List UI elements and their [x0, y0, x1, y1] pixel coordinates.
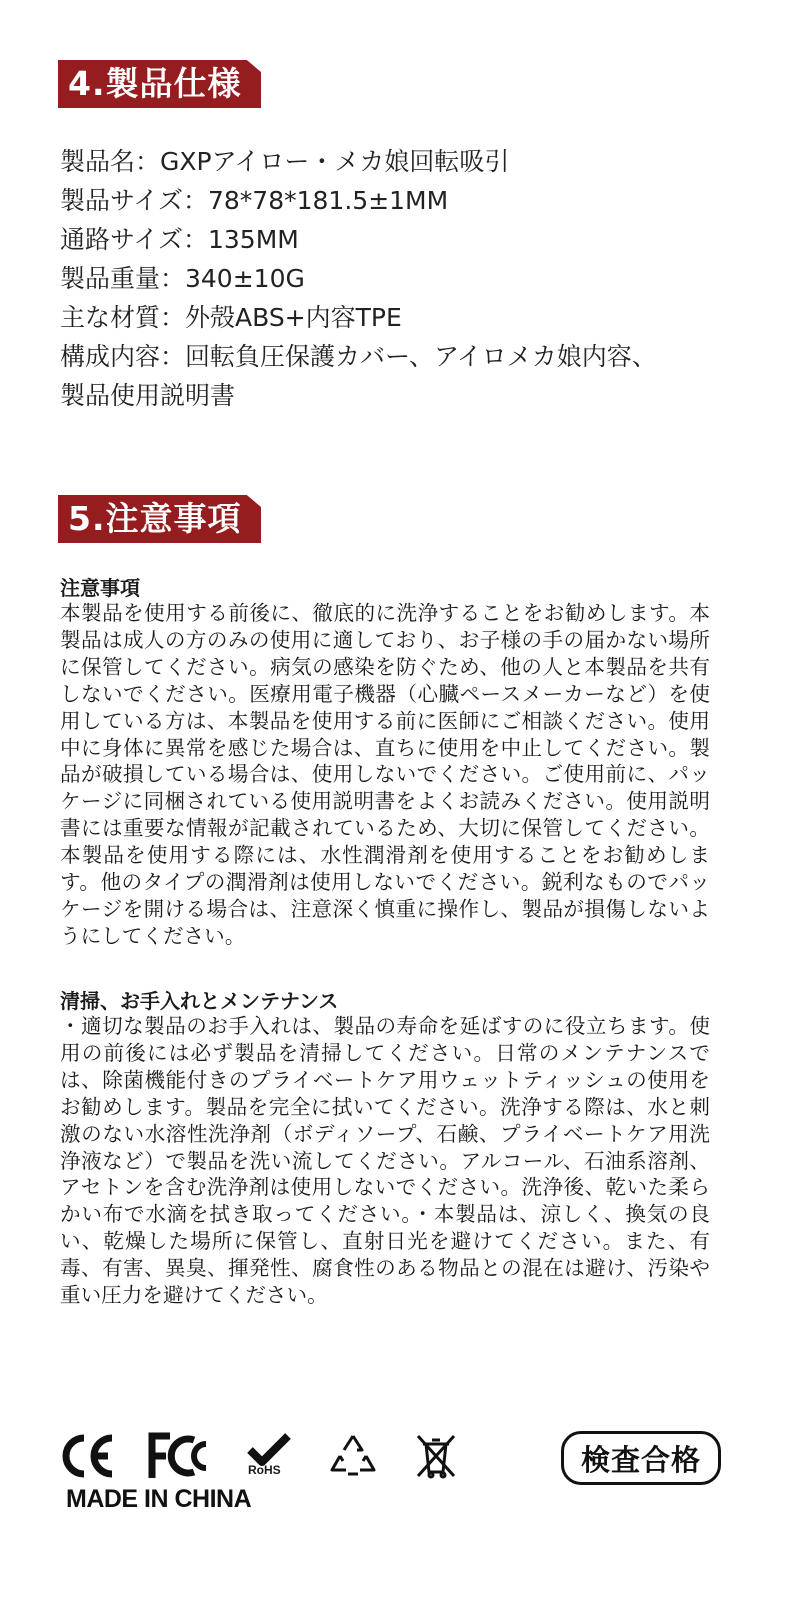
spec-material: 主な材質：外殻ABS+内容TPE	[60, 303, 402, 332]
caution-title: 注意事項	[60, 576, 140, 600]
spec-channel-size: 通路サイズ：135MM	[60, 225, 299, 254]
caution-body: 本製品を使用する前後に、徹底的に洗浄することをお勧めします。本製品は成人の方のみの使用に適しており、お子様の手の届かない場所に保管してください。病気の感染を防ぐため、他の人と本製品を共有しないでください。医療用電子機器（心臓ペースメーカーなど）を使用している方は、本製品を使用する前に医師にご相談ください。使用中に身体に異常を感じた場合は、直ちに使用を中止してください。製品が破損している場合は、使用しないでください。ご使用前に、パッケージに同梱されている使用説明書をよくお読みください。使用説明書には重要な情報が記載されているため、大切に保管してください。本製品を使用する際には、水性潤滑剤を使用することをお勧めします。他のタイプの潤滑剤は使用しないでください。鋭利なものでパッケージを開ける場合は、注意深く慎重に操作し、製品が損傷しないようにしてください。	[60, 601, 710, 948]
spec-weight: 製品重量：340±10G	[60, 264, 305, 293]
crossed-bin-icon	[414, 1432, 458, 1480]
spec-contents: 構成内容：回転負圧保護カバー、アイロメカ娘内容、	[60, 342, 657, 371]
rohs-label: RoHS	[248, 1463, 281, 1477]
ce-mark-icon	[58, 1432, 116, 1480]
care-body: ・適切な製品のお手入れは、製品の寿命を延ばすのに役立ちます。使用の前後には必ず製品を清掃してください。日常のメンテナンスでは、除菌機能付きのプライベートケア用ウェットティッシュの使用をお勧めします。製品を完全に拭いてください。洗浄する際は、水と刺激のない水溶性洗浄剤（ボディソープ、石鹸、プライベートケア用洗浄液など）で製品を洗い流してください。アルコール、石油系溶剤、アセトンを含む洗浄剤は使用しないでください。洗浄後、乾いた柔らかい布で水滴を拭き取ってください。・本製品は、涼しく、換気の良い、乾燥した場所に保管し、直射日光を避けてください。また、有毒、有害、異臭、揮発性、腐食性のある物品との混在は避け、汚染や重い圧力を避けてください。	[60, 1014, 711, 1308]
inspection-passed-badge: 検査合格	[561, 1431, 721, 1485]
fcc-mark-icon	[148, 1432, 214, 1480]
made-in-china: MADE IN CHINA	[66, 1485, 252, 1513]
recycle-icon	[328, 1432, 378, 1478]
rohs-mark	[246, 1432, 296, 1480]
specs-heading: 4.製品仕様	[68, 64, 242, 103]
notes-heading: 5.注意事項	[68, 499, 242, 538]
spec-product-name: 製品名：GXPアイロー・メカ娘回転吸引	[60, 147, 510, 176]
spec-contents-cont: 製品使用説明書	[60, 381, 236, 410]
spec-product-size: 製品サイズ：78*78*181.5±1MM	[60, 186, 449, 215]
care-title: 清掃、お手入れとメンテナンス	[60, 989, 339, 1013]
